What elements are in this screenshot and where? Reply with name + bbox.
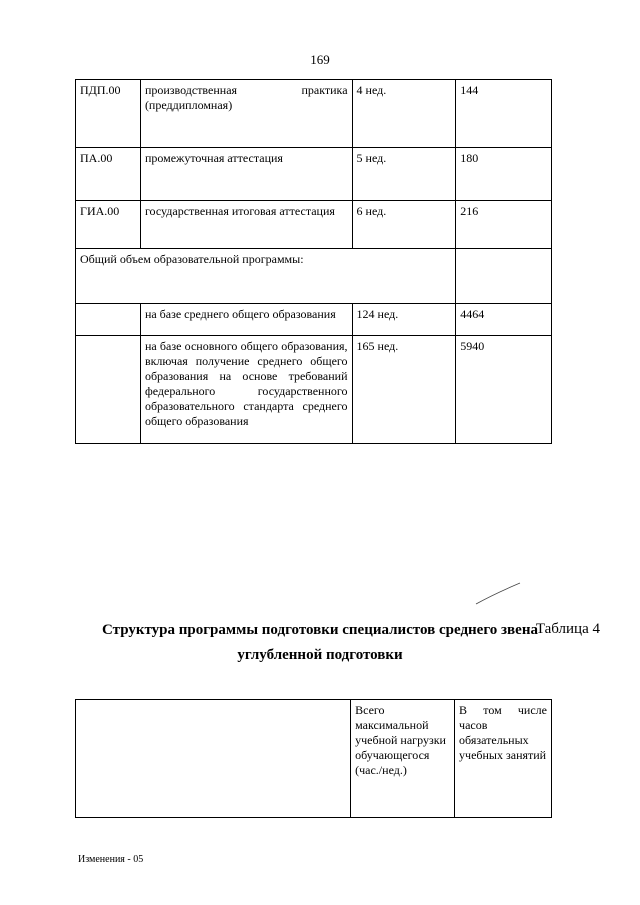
footer-note: Изменения - 05 <box>78 854 144 865</box>
total-label: Общий объем образовательной программы: <box>76 249 456 304</box>
max-load-header: Всего максимальной учебной нагрузки обучающегося (час./нед.) <box>351 700 455 818</box>
mandatory-hours-header: В том числе часов обязательных учебных занятий <box>455 700 552 818</box>
row-code: ГИА.00 <box>76 201 141 249</box>
row-weeks: 124 нед. <box>352 304 456 336</box>
empty-cell <box>76 304 141 336</box>
row-name: государственная итоговая аттестация <box>140 201 352 249</box>
table-row <box>76 336 552 444</box>
empty-header-cell <box>76 700 351 818</box>
section-subtitle: углубленной подготовки <box>237 647 403 663</box>
row-weeks: 4 нед. <box>352 80 456 148</box>
row-hours: 180 <box>456 148 552 201</box>
row-weeks: 5 нед. <box>352 148 456 201</box>
page-number: 169 <box>310 52 330 67</box>
row-name: на базе среднего общего образования <box>140 304 352 336</box>
pen-mark <box>474 580 524 606</box>
row-hours: 4464 <box>456 304 552 336</box>
empty-cell <box>456 249 552 304</box>
empty-cell <box>76 336 141 444</box>
table-caption: Таблица 4 <box>535 621 600 637</box>
table-header-row <box>76 700 552 818</box>
row-code: ПА.00 <box>76 148 141 201</box>
table-row <box>76 201 552 249</box>
row-hours: 216 <box>456 201 552 249</box>
row-name: промежуточная аттестация <box>140 148 352 201</box>
table-row <box>76 304 552 336</box>
row-name: на базе основного общего образования, включая получение среднего общего образования на основе требований федерального государственного образовательного стандарта среднего общего образования <box>140 336 352 444</box>
row-weeks: 6 нед. <box>352 201 456 249</box>
table-row <box>76 80 552 148</box>
program-volume-table <box>75 79 552 444</box>
table-row <box>76 249 552 304</box>
structure-table <box>75 699 552 818</box>
section-title: Структура программы подготовки специалистов среднего звена <box>102 622 538 638</box>
table-row <box>76 148 552 201</box>
row-name: производственная практика (преддипломная) <box>140 80 352 148</box>
row-weeks: 165 нед. <box>352 336 456 444</box>
row-hours: 5940 <box>456 336 552 444</box>
row-code: ПДП.00 <box>76 80 141 148</box>
row-hours: 144 <box>456 80 552 148</box>
